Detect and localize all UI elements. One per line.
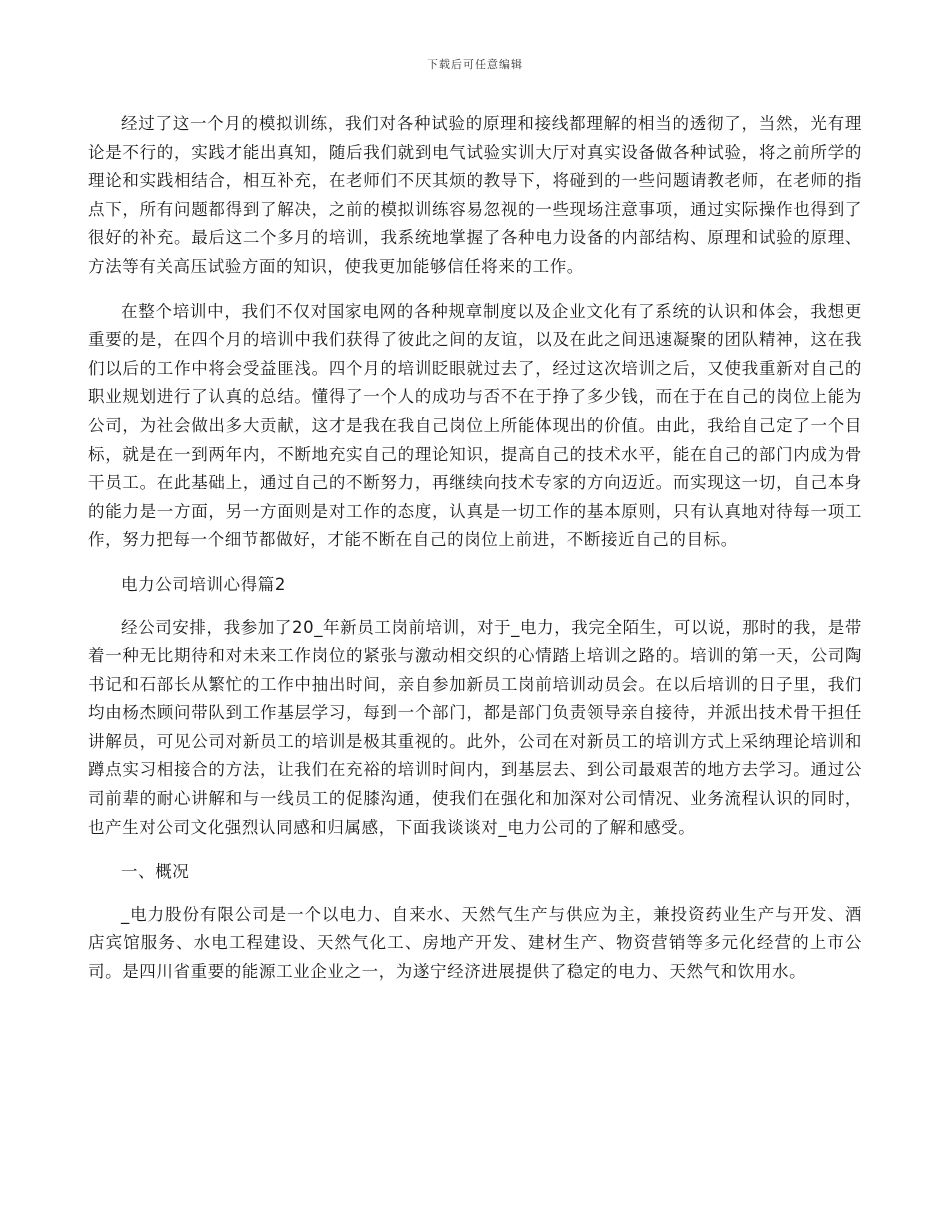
document-body: [88, 110, 862, 987]
section-heading-overview: 一、概况: [121, 862, 190, 882]
paragraph-new-employee-training: 经公司安排，我参加了20_年新员工岗前培训，对于_电力，我完全陌生，可以说，那时的我，是带着一种无比期待和对未来工作岗位的紧张与激动相交织的心情踏上培训之路的。培训的第一天，公司陶书记和石部长从繁忙的工作中抽出时间，亲自参加新员工岗前培训动员会。在以后培训的日子里，我们均由杨杰顾问带队到工作基层学习，每到一个部门，都是部门负责领导亲自接待，并派出技术骨干担任讲解员，可见公司对新员工的培训是极其重视的。此外，公司在对新员工的培训方式上采纳理论培训和蹲点实习相接合的方法，让我们在充裕的培训时间内，到基层去、到公司最艰苦的地方去学习。通过公司前辈的耐心讲解和与一线员工的促膝沟通，使我们在强化和加深对公司情况、业务流程认识的同时，也产生对公司文化强烈认同感和归属感，下面我谈谈对_电力公司的了解和感受。: [88, 617, 862, 837]
paragraph-company-overview: _电力股份有限公司是一个以电力、自来水、天然气生产与供应为主，兼投资药业生产与开发、酒店宾馆服务、水电工程建设、天然气化工、房地产开发、建材生产、物资营销等多元化经营的上市公司。是四川省重要的能源工业企业之一，为遂宁经济进展提供了稳定的电力、天然气和饮用水。: [88, 904, 862, 982]
page-header: 下载后可任意编辑: [427, 58, 523, 71]
section-title-part-2: 电力公司培训心得篇2: [121, 574, 286, 594]
paragraph-training-summary: 在整个培训中，我们不仅对国家电网的各种规章制度以及企业文化有了系统的认识和体会，我想更重要的是，在四个月的培训中我们获得了彼此之间的友谊，以及在此之间迅速凝聚的团队精神，这在我们以后的工作中将会受益匪浅。四个月的培训眨眼就过去了，经过这次培训之后，又使我重新对自己的职业规划进行了认真的总结。懂得了一个人的成功与否不在于挣了多少钱，而在于在自己的岗位上能为公司，为社会做出多大贡献，这才是我在我自己岗位上所能体现出的价值。由此，我给自己定了一个目标，就是在一到两年内，不断地充实自己的理论知识，提高自己的技术水平，能在自己的部门内成为骨干员工。在此基础上，通过自己的不断努力，再继续向技术专家的方向迈近。而实现这一切，自己本身的能力是一方面，另一方面则是对工作的态度，认真是一切工作的基本原则，只有认真地对待每一项工作，努力把每一个细节都做好，才能不断在自己的岗位上前进，不断接近自己的目标。: [88, 301, 862, 550]
paragraph-training-practice: 经过了这一个月的模拟训练，我们对各种试验的原理和接线都理解的相当的透彻了，当然，光有理论是不行的，实践才能出真知，随后我们就到电气试验实训大厅对真实设备做各种试验，将之前所学的理论和实践相结合，相互补充，在老师们不厌其烦的教导下，将碰到的一些问题请教老师，在老师的指点下，所有问题都得到了解决，之前的模拟训练容易忽视的一些现场注意事项，通过实际操作也得到了很好的补充。最后这二个多月的培训，我系统地掌握了各种电力设备的内部结构、原理和试验的原理、方法等有关高压试验方面的知识，使我更加能够信任将来的工作。: [88, 114, 862, 276]
